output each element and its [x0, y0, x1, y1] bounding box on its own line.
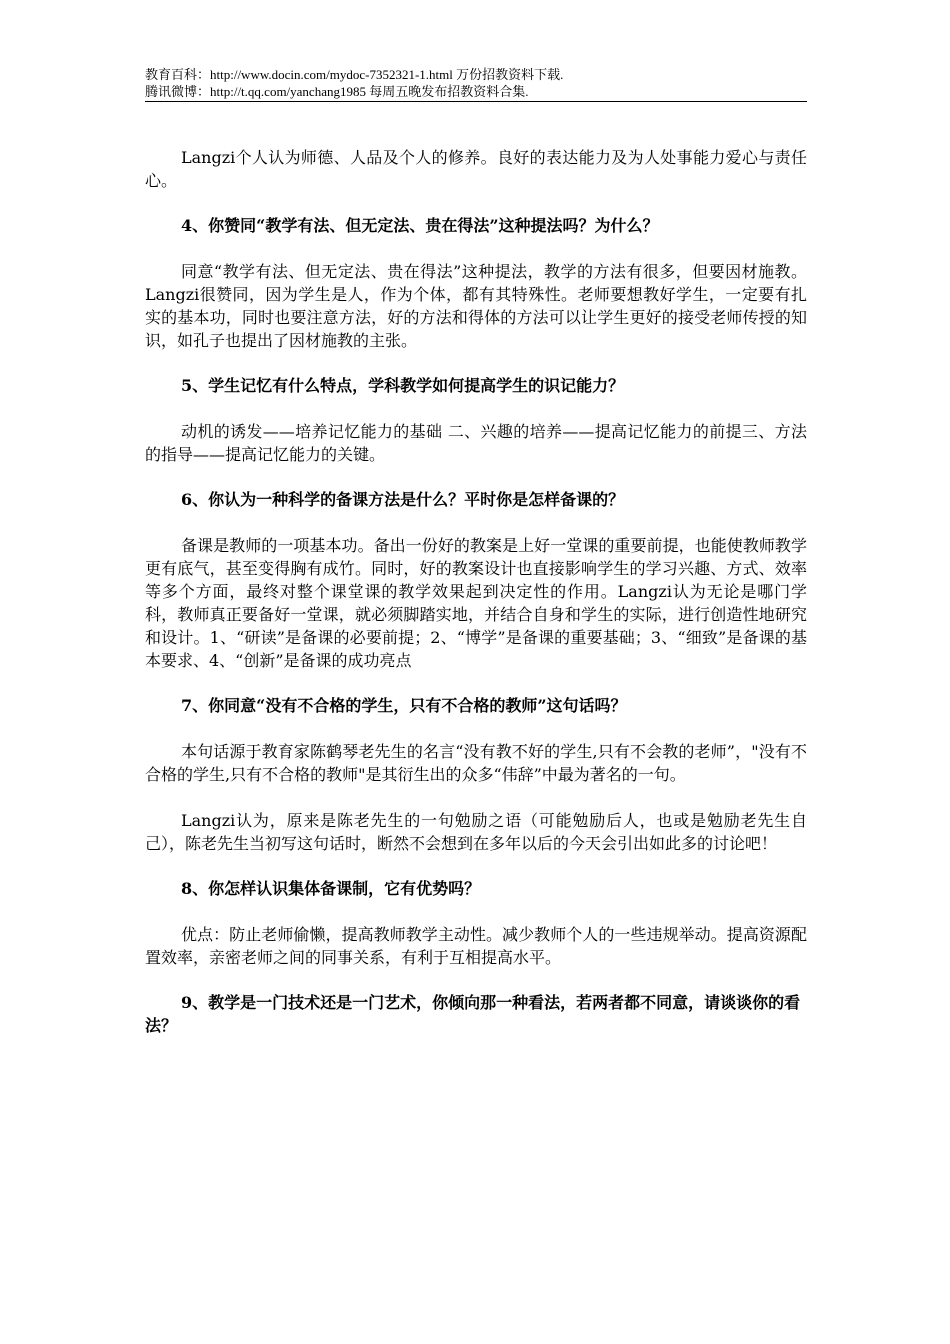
answer-paragraph: Langzi个人认为师德、人品及个人的修养。良好的表达能力及为人处事能力爱心与责任心。: [145, 148, 807, 190]
answer-paragraph: 备课是教师的一项基本功。备出一份好的教案是上好一堂课的重要前提，也能使教师教学更有底气，甚至变得胸有成竹。同时，好的教案设计也直接影响学生的学习兴趣、方式、效率等多个方面，最终对整个课堂课的教学效果起到决定性的作用。Langzi认为无论是哪门学科，教师真正要备好一堂课，就必须脚踏实地，并结合自身和学生的实际，进行创造性地研究和设计。1、“研读”是备课的必要前提；2、“博学”是备课的重要基础；3、“细致”是备课的基本要求、4、“创新”是备课的成功亮点: [145, 536, 807, 670]
answer-paragraph: Langzi认为，原来是陈老先生的一句勉励之语（可能勉励后人，也或是勉励老先生自己），陈老先生当初写这句话时，断然不会想到在多年以后的今天会引出如此多的讨论吧！: [145, 811, 807, 853]
answer-paragraph: 动机的诱发——培养记忆能力的基础 二、兴趣的培养——提高记忆能力的前提三、方法的指导——提高记忆能力的关键。: [145, 422, 807, 464]
question-4: 4、你赞同“教学有法、但无定法、贵在得法”这种提法吗？为什么？: [181, 216, 659, 235]
document-body: [145, 146, 807, 1037]
question-7: 7、你同意“没有不合格的学生，只有不合格的教师”这句话吗？: [181, 696, 627, 715]
question-9: 9、教学是一门技术还是一门艺术，你倾向那一种看法，若两者都不同意，请谈谈你的看法？: [145, 993, 801, 1035]
answer-paragraph: 本句话源于教育家陈鹤琴老先生的名言“没有教不好的学生,只有不会教的老师”，"没有不合格的学生,只有不合格的教师"是其衍生出的众多“伟辞”中最为著名的一句。: [145, 742, 807, 784]
answer-paragraph: 优点：防止老师偷懒，提高教师教学主动性。减少教师个人的一些违规举动。提高资源配置效率，亲密老师之间的同事关系，有利于互相提高水平。: [145, 925, 807, 967]
question-5: 5、学生记忆有什么特点，学科教学如何提高学生的识记能力？: [181, 376, 625, 395]
header-weibo-line: 腾讯微博：http://t.qq.com/yanchang1985 每周五晚发布招教资料合集.: [145, 84, 529, 99]
header-docin-line: 教育百科：http://www.docin.com/mydoc-7352321-1.html 万份招教资料下载.: [145, 67, 564, 82]
question-6: 6、你认为一种科学的备课方法是什么？平时你是怎样备课的？: [181, 490, 625, 509]
page-header: [145, 66, 807, 102]
question-8: 8、你怎样认识集体备课制，它有优势吗？: [181, 879, 481, 898]
answer-paragraph: 同意“教学有法、但无定法、贵在得法”这种提法，教学的方法有很多，但要因材施教。Langzi很赞同，因为学生是人，作为个体，都有其特殊性。老师要想教好学生，一定要有扎实的基本功，同时也要注意方法，好的方法和得体的方法可以让学生更好的接受老师传授的知识，如孔子也提出了因材施教的主张。: [145, 262, 807, 350]
